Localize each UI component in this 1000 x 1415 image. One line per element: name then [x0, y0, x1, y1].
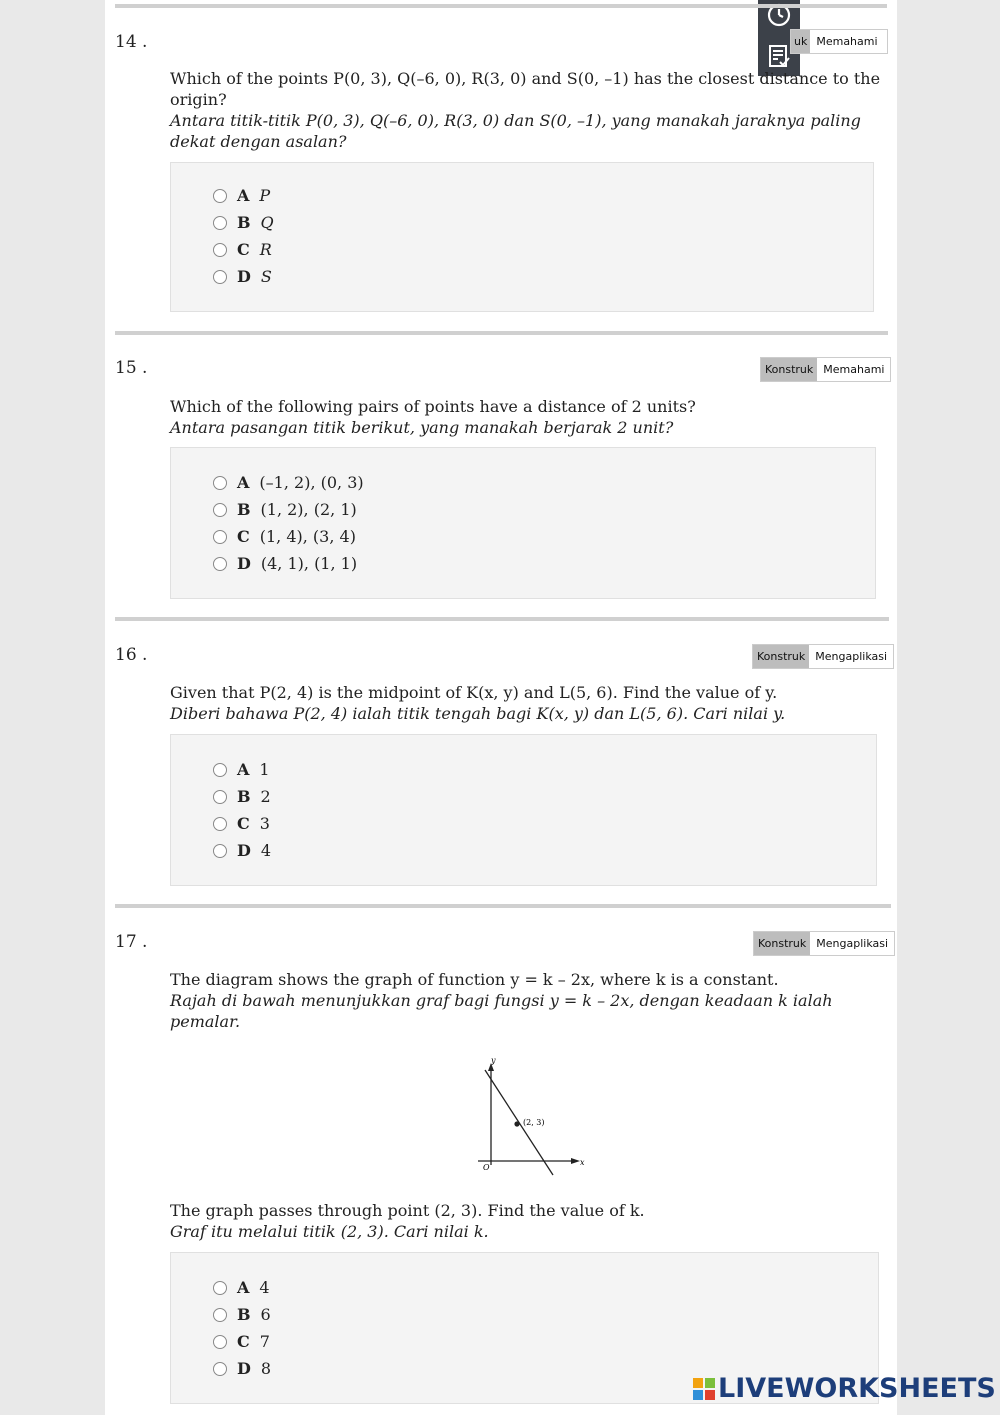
tag-kind: Konstruk [753, 645, 809, 668]
radio-button[interactable] [213, 1308, 227, 1322]
question-text-ms: Graf itu melalui titik (2, 3). Cari nilai k. [170, 1222, 489, 1241]
question-text-ms: Antara titik-titik P(0, 3), Q(–6, 0), R(3, 0) dan S(0, –1), yang manakah jaraknya paling dekat dengan asalan? [170, 111, 861, 151]
radio-button[interactable] [213, 189, 227, 203]
option-value: 3 [259, 814, 270, 833]
option-value: (–1, 2), (0, 3) [259, 473, 364, 492]
option-value: 6 [260, 1305, 271, 1324]
logo-text: LIVEWORKSHEETS [718, 1373, 996, 1404]
radio-button[interactable] [213, 1281, 227, 1295]
question-number: 16 . [115, 645, 148, 665]
question-text-en: Which of the points P(0, 3), Q(–6, 0), R(3, 0) and S(0, –1) has the closest distance to the origin? [170, 69, 881, 109]
option-a[interactable] [213, 760, 270, 779]
option-letter: A [237, 186, 250, 205]
checklist-icon [766, 43, 792, 69]
x-axis-label: x [580, 1158, 585, 1167]
question-tags [760, 357, 891, 382]
option-letter: D [237, 554, 251, 573]
radio-button[interactable] [213, 1335, 227, 1349]
radio-button[interactable] [213, 243, 227, 257]
question-number: 14 . [115, 32, 148, 52]
tag-level: Memahami [810, 30, 883, 53]
question-subtext [170, 1200, 870, 1242]
option-a[interactable] [213, 186, 270, 205]
question-text [170, 682, 890, 724]
question-tags [790, 29, 888, 54]
option-b[interactable] [213, 500, 357, 519]
tag-kind: uk [791, 30, 810, 53]
option-value: Q [260, 213, 274, 232]
tag-kind: Konstruk [761, 358, 817, 381]
option-letter: C [237, 1332, 250, 1351]
question-divider [115, 4, 887, 8]
option-letter: B [237, 213, 251, 232]
option-b[interactable] [213, 213, 274, 232]
tag-level: Mengaplikasi [809, 645, 893, 668]
radio-button[interactable] [213, 216, 227, 230]
option-value: R [259, 240, 272, 259]
options-box [170, 447, 876, 599]
option-value: 1 [259, 760, 270, 779]
option-letter: D [237, 267, 251, 286]
question-text [170, 969, 870, 1032]
option-value: P [259, 186, 271, 205]
options-box [170, 162, 874, 312]
option-d[interactable] [213, 1359, 271, 1378]
option-letter: B [237, 500, 251, 519]
radio-button[interactable] [213, 817, 227, 831]
tag-level: Memahami [817, 358, 890, 381]
option-value: 4 [260, 841, 272, 860]
option-letter: B [237, 1305, 251, 1324]
tag-level: Mengaplikasi [810, 932, 894, 955]
logo-icon [693, 1378, 715, 1400]
option-letter: C [237, 240, 250, 259]
option-value: (4, 1), (1, 1) [260, 554, 358, 573]
question-text [170, 396, 890, 438]
option-c[interactable] [213, 814, 270, 833]
question-text-ms: Rajah di bawah menunjukkan graf bagi fungsi y = k – 2x, dengan keadaan k ialah pemalar. [170, 991, 833, 1031]
question-divider [115, 617, 889, 621]
origin-label: O [483, 1163, 490, 1172]
option-letter: A [237, 760, 250, 779]
question-divider [115, 331, 888, 335]
radio-button[interactable] [213, 557, 227, 571]
point-marker [514, 1121, 519, 1126]
question-text-en: The diagram shows the graph of function y = k – 2x, where k is a constant. [170, 970, 779, 989]
question-tags [753, 931, 895, 956]
option-a[interactable] [213, 473, 364, 492]
question-text-en: Given that P(2, 4) is the midpoint of K(x, y) and L(5, 6). Find the value of y. [170, 683, 778, 702]
option-letter: A [237, 1278, 250, 1297]
question-number: 15 . [115, 358, 148, 378]
option-a[interactable] [213, 1278, 270, 1297]
question-text-ms: Antara pasangan titik berikut, yang manakah berjarak 2 unit? [170, 418, 674, 437]
option-letter: C [237, 527, 250, 546]
options-box [170, 734, 877, 886]
option-letter: D [237, 1359, 251, 1378]
option-c[interactable] [213, 1332, 270, 1351]
question-number: 17 . [115, 932, 148, 952]
option-letter: B [237, 787, 251, 806]
tag-kind: Konstruk [754, 932, 810, 955]
question-tags [752, 644, 894, 669]
option-c[interactable] [213, 527, 356, 546]
radio-button[interactable] [213, 530, 227, 544]
point-label: (2, 3) [523, 1118, 545, 1127]
radio-button[interactable] [213, 790, 227, 804]
radio-button[interactable] [213, 1362, 227, 1376]
option-d[interactable] [213, 841, 271, 860]
option-d[interactable] [213, 267, 272, 286]
option-value: (1, 4), (3, 4) [259, 527, 356, 546]
option-value: 7 [259, 1332, 270, 1351]
radio-button[interactable] [213, 503, 227, 517]
option-value: 2 [260, 787, 271, 806]
question-text-ms: Diberi bahawa P(2, 4) ialah titik tengah bagi K(x, y) dan L(5, 6). Cari nilai y. [170, 704, 786, 723]
question-text-en: The graph passes through point (2, 3). Find the value of k. [170, 1201, 645, 1220]
option-d[interactable] [213, 554, 357, 573]
option-letter: C [237, 814, 250, 833]
radio-button[interactable] [213, 476, 227, 490]
question-text-en: Which of the following pairs of points have a distance of 2 units? [170, 397, 696, 416]
option-b[interactable] [213, 787, 271, 806]
x-axis-arrow [571, 1158, 580, 1164]
option-value: S [260, 267, 272, 286]
option-value: 8 [260, 1359, 272, 1378]
radio-button[interactable] [213, 763, 227, 777]
option-c[interactable] [213, 240, 272, 259]
option-letter: D [237, 841, 251, 860]
question-text [170, 68, 890, 152]
option-value: 4 [259, 1278, 270, 1297]
radio-button[interactable] [213, 844, 227, 858]
radio-button[interactable] [213, 270, 227, 284]
function-graph [470, 1055, 590, 1180]
question-divider [115, 904, 891, 908]
liveworksheets-logo[interactable] [693, 1373, 996, 1404]
y-axis-label: y [491, 1056, 496, 1065]
option-value: (1, 2), (2, 1) [260, 500, 357, 519]
option-b[interactable] [213, 1305, 271, 1324]
option-letter: A [237, 473, 250, 492]
